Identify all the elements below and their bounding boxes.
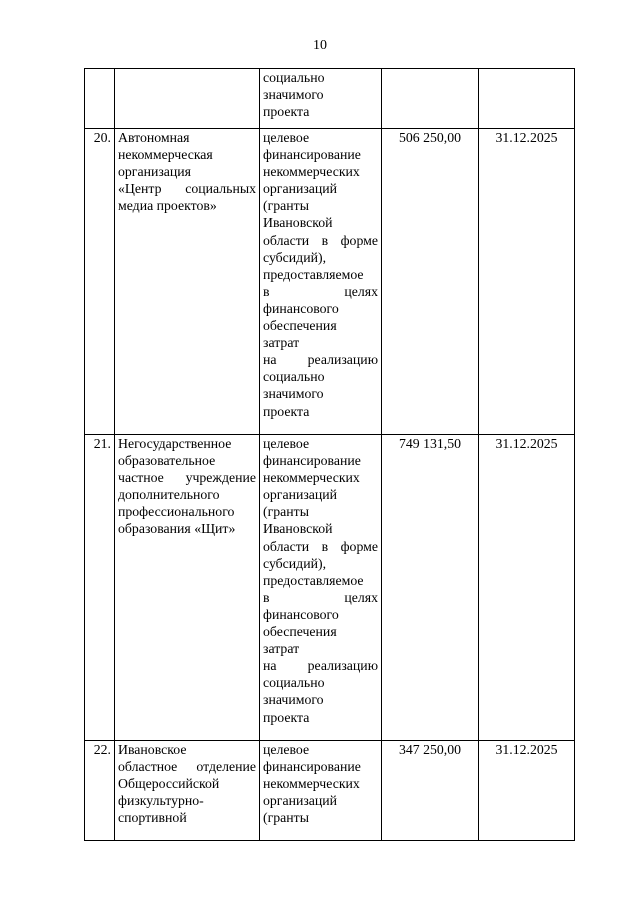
cell-text-line: дополнительного (118, 487, 220, 503)
cell-text-line: «Центр социальных (118, 181, 256, 197)
table-row (85, 129, 575, 435)
table-row (85, 435, 575, 741)
cell-text-line: частное учреждение (118, 470, 256, 486)
cell-text-line: значимого (263, 87, 324, 103)
cell-date: 31.12.2025 (479, 435, 575, 741)
cell-text-line: организаций (263, 487, 338, 503)
page-number: 10 (313, 38, 327, 53)
cell-date: 31.12.2025 (479, 129, 575, 435)
cell-text-line: обеспечения (263, 624, 337, 640)
cell-text-line: социально (263, 675, 325, 691)
cell-text-line: области в форме (263, 538, 378, 554)
cell-text-line: некоммерческая (118, 147, 213, 163)
grants-table (84, 68, 575, 841)
cell-text-line: предоставляемое (263, 572, 364, 588)
cell-text-line: Ивановское (118, 742, 187, 757)
cell-text-line: в целях (263, 283, 378, 299)
cell-text-line: проекта (263, 709, 310, 725)
cell-text-line: Автономная (118, 130, 190, 145)
cell-date (479, 69, 575, 129)
cell-text-line: обеспечения (263, 318, 337, 334)
cell-text-line: финансирование (263, 147, 361, 163)
cell-text-line: некоммерческих (263, 470, 360, 486)
cell-text-line: организация (118, 164, 192, 180)
cell-text-line: в целях (263, 589, 378, 605)
cell-amount: 506 250,00 (382, 129, 479, 435)
cell-text-line: проекта (263, 403, 310, 419)
cell-number: 21. (85, 435, 115, 741)
cell-text-line: финансирование (263, 759, 361, 775)
cell-organization (115, 69, 260, 129)
cell-organization (115, 435, 260, 741)
cell-purpose (260, 741, 382, 841)
cell-text-line: значимого (263, 386, 324, 402)
cell-text-line: субсидий), (263, 249, 327, 265)
cell-purpose (260, 69, 382, 129)
cell-amount: 347 250,00 (382, 741, 479, 841)
table-row (85, 741, 575, 841)
cell-text-line: областное отделение (118, 759, 256, 775)
cell-text-line: медиа проектов» (118, 198, 217, 214)
cell-text-line: Ивановской (263, 521, 333, 537)
cell-text-line: организаций (263, 793, 338, 809)
cell-text-line: затрат (263, 335, 300, 351)
cell-text-line: (гранты (263, 198, 309, 214)
cell-text-line: проекта (263, 104, 310, 120)
cell-text-line: финансового (263, 606, 339, 622)
cell-text-line: финансового (263, 300, 339, 316)
table-row-continuation (85, 69, 575, 129)
cell-text-line: целевое (263, 436, 310, 451)
cell-text-line: значимого (263, 692, 324, 708)
cell-text-line: области в форме (263, 232, 378, 248)
cell-text-line: на реализацию (263, 352, 378, 368)
cell-amount: 749 131,50 (382, 435, 479, 741)
cell-text-line: (гранты (263, 810, 309, 826)
cell-organization (115, 129, 260, 435)
cell-text-line: субсидий), (263, 555, 327, 571)
cell-text-line: на реализацию (263, 658, 378, 674)
cell-number (85, 69, 115, 129)
cell-text-line: затрат (263, 641, 300, 657)
cell-text-line: целевое (263, 130, 310, 145)
cell-amount (382, 69, 479, 129)
cell-text-line: некоммерческих (263, 164, 360, 180)
cell-text-line: предоставляемое (263, 266, 364, 282)
cell-text-line: спортивной (118, 810, 187, 826)
cell-text-line: профессионального (118, 504, 235, 520)
cell-purpose (260, 435, 382, 741)
cell-text-line: некоммерческих (263, 776, 360, 792)
cell-purpose (260, 129, 382, 435)
cell-date: 31.12.2025 (479, 741, 575, 841)
cell-number: 20. (85, 129, 115, 435)
cell-text-line: финансирование (263, 453, 361, 469)
cell-text-line: организаций (263, 181, 338, 197)
cell-text-line: целевое (263, 742, 310, 757)
cell-text-line: социально (263, 70, 325, 85)
cell-text-line: образования «Щит» (118, 521, 236, 537)
cell-text-line: физкультурно- (118, 793, 204, 809)
cell-text-line: Негосударственное (118, 436, 232, 451)
cell-number: 22. (85, 741, 115, 841)
cell-text-line: Общероссийской (118, 776, 220, 792)
cell-text-line: Ивановской (263, 215, 333, 231)
cell-text-line: образовательное (118, 453, 216, 469)
cell-text-line: социально (263, 369, 325, 385)
cell-organization (115, 741, 260, 841)
cell-text-line: (гранты (263, 504, 309, 520)
